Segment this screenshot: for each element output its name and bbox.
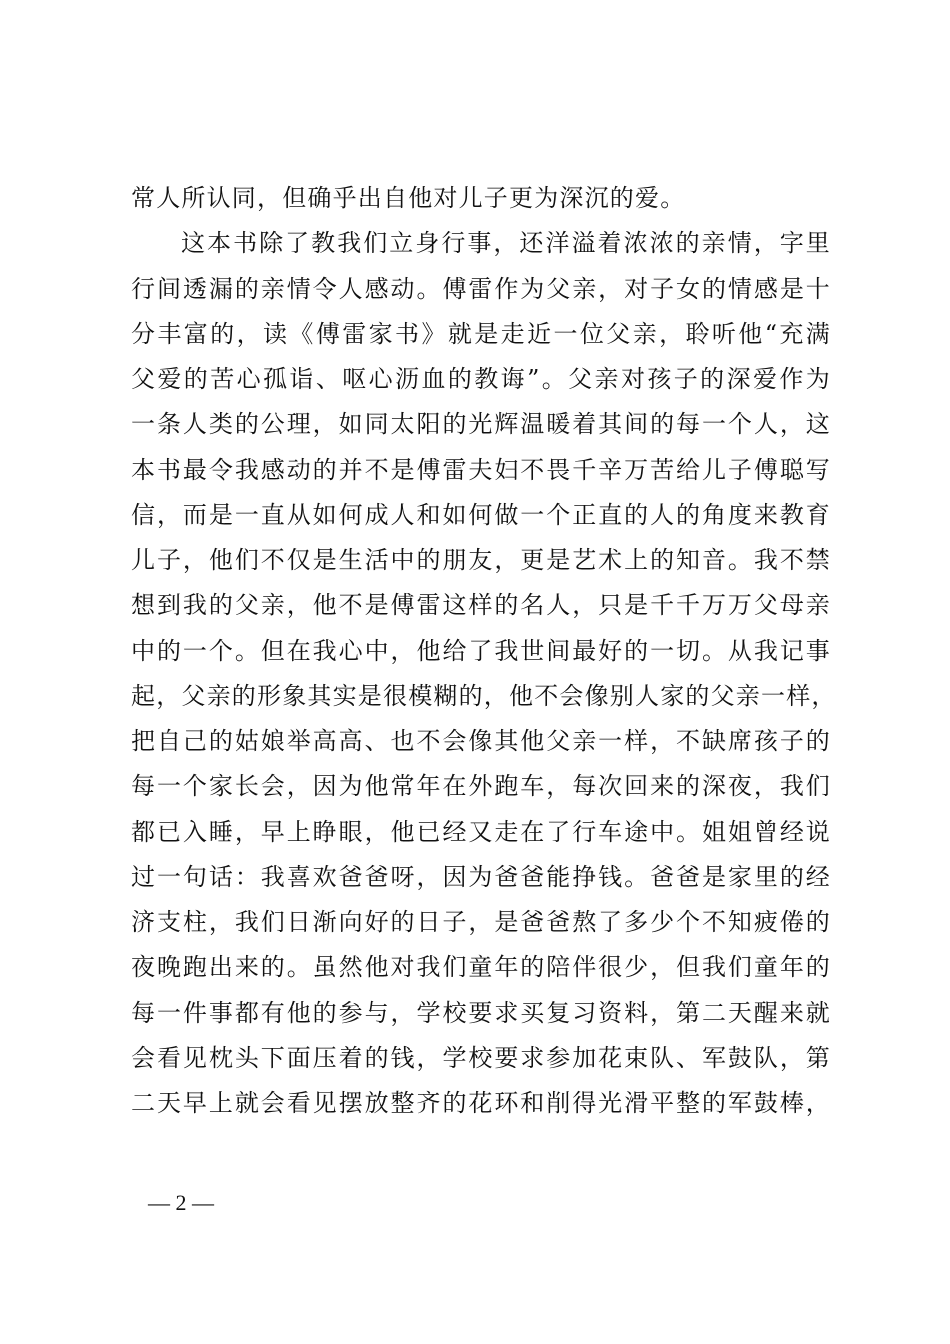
body-text bbox=[131, 176, 837, 1126]
text-line: 这本书除了教我们立身行事，还洋溢着浓浓的亲情，字里 bbox=[181, 229, 831, 258]
text-line: 济支柱，我们日渐向好的日子，是爸爸熬了多少个不知疲倦的 bbox=[131, 908, 831, 936]
text-line: 都已入睡，早上睁眼，他已经又走在了行车途中。姐姐曾经说 bbox=[131, 817, 831, 846]
text-line: 过一句话：我喜欢爸爸呀，因为爸爸能挣钱。爸爸是家里的经 bbox=[131, 862, 831, 891]
text-line: 分丰富的，读《傅雷家书》就是走近一位父亲，聆听他“充满 bbox=[131, 319, 831, 348]
text-line: 夜晚跑出来的。虽然他对我们童年的陪伴很少，但我们童年的 bbox=[131, 953, 831, 982]
text-line: 起，父亲的形象其实是很模糊的，他不会像别人家的父亲一样， bbox=[131, 681, 837, 710]
text-line: 信，而是一直从如何成人和如何做一个正直的人的角度来教育 bbox=[131, 500, 831, 529]
text-line: 儿子，他们不仅是生活中的朋友，更是艺术上的知音。我不禁 bbox=[131, 546, 831, 574]
text-line: 一条人类的公理，如同太阳的光辉温暖着其间的每一个人，这 bbox=[131, 410, 831, 439]
text-line: 常人所认同，但确乎出自他对儿子更为深沉的爱。 bbox=[131, 184, 686, 212]
text-line: 把自己的姑娘举高高、也不会像其他父亲一样，不缺席孩子的 bbox=[131, 727, 831, 755]
text-line: 二天早上就会看见摆放整齐的花环和削得光滑平整的军鼓棒， bbox=[131, 1089, 831, 1117]
text-line: 会看见枕头下面压着的钱，学校要求参加花束队、军鼓队，第 bbox=[131, 1043, 831, 1072]
text-line: 行间透漏的亲情令人感动。傅雷作为父亲，对子女的情感是十 bbox=[131, 274, 831, 303]
text-line: 想到我的父亲，他不是傅雷这样的名人，只是千千万万父母亲 bbox=[131, 591, 831, 620]
text-line: 每一个家长会，因为他常年在外跑车，每次回来的深夜，我们 bbox=[131, 772, 831, 801]
text-line: 本书最令我感动的并不是傅雷夫妇不畏千辛万苦给儿子傅聪写 bbox=[131, 455, 831, 484]
text-line: 中的一个。但在我心中，他给了我世间最好的一切。从我记事 bbox=[131, 636, 831, 665]
text-line: 每一件事都有他的参与，学校要求买复习资料，第二天醒来就 bbox=[131, 998, 831, 1027]
text-line: 父爱的苦心孤诣、呕心沥血的教诲”。父亲对孩子的深爱作为 bbox=[131, 365, 831, 393]
page-number: — 2 — bbox=[148, 1190, 214, 1215]
